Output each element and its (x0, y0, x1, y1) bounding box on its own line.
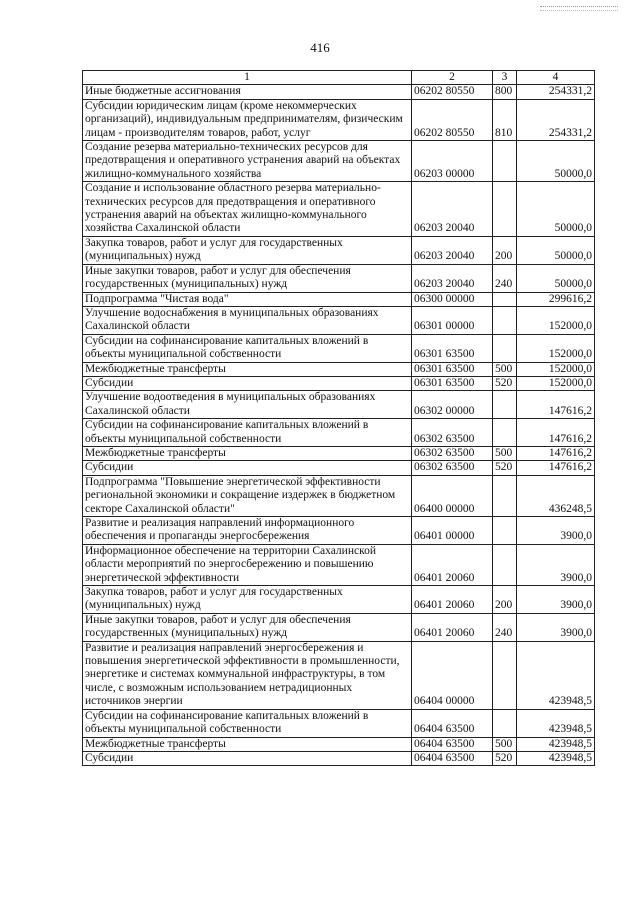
cell-expense-type (493, 306, 517, 334)
table-row (83, 517, 595, 545)
cell-name: Субсидии юридическим лицам (кроме некоммерческих организаций), индивидуальным предпринимателям, физическим лицам - производителям товаров, работ, услуг (83, 99, 412, 140)
cell-expense-type (493, 517, 517, 545)
cell-amount: 152000,0 (517, 362, 595, 376)
cell-name: Субсидии (83, 751, 412, 765)
cell-code: 06404 00000 (412, 641, 493, 709)
cell-code: 06202 80550 (412, 85, 493, 99)
table-row (83, 236, 595, 264)
cell-amount: 147616,2 (517, 446, 595, 460)
cell-expense-type (493, 141, 517, 182)
cell-expense-type: 800 (493, 85, 517, 99)
header-cell-sum: 4 (517, 71, 595, 85)
cell-name: Подпрограмма "Чистая вода" (83, 292, 412, 306)
table-body (83, 85, 595, 766)
cell-name: Субсидии на софинансирование капитальных вложений в объекты муниципальной собственности (83, 709, 412, 737)
page-number: 416 (310, 40, 330, 55)
cell-amount: 3900,0 (517, 613, 595, 641)
table-row (83, 709, 595, 737)
cell-expense-type (493, 475, 517, 516)
cell-amount: 3900,0 (517, 586, 595, 614)
table-row (83, 391, 595, 419)
cell-name: Иные бюджетные ассигнования (83, 85, 412, 99)
cell-name: Субсидии на софинансирование капитальных вложений в объекты муниципальной собственности (83, 334, 412, 362)
header-cell-code: 2 (412, 71, 493, 85)
cell-expense-type (493, 544, 517, 585)
cell-amount: 254331,2 (517, 99, 595, 140)
cell-code: 06301 63500 (412, 362, 493, 376)
cell-code: 06301 63500 (412, 376, 493, 390)
cell-amount: 50000,0 (517, 236, 595, 264)
cell-code: 06302 63500 (412, 419, 493, 447)
cell-name: Иные закупки товаров, работ и услуг для обеспечения государственных (муниципальных) нужд (83, 613, 412, 641)
cell-expense-type: 200 (493, 236, 517, 264)
cell-expense-type: 520 (493, 461, 517, 475)
cell-code: 06302 63500 (412, 446, 493, 460)
cell-name: Межбюджетные трансферты (83, 446, 412, 460)
cell-name: Субсидии на софинансирование капитальных вложений в объекты муниципальной собственности (83, 419, 412, 447)
table-row (83, 613, 595, 641)
cell-expense-type (493, 334, 517, 362)
cell-code: 06404 63500 (412, 709, 493, 737)
cell-amount: 152000,0 (517, 334, 595, 362)
cell-amount: 423948,5 (517, 641, 595, 709)
cell-expense-type: 500 (493, 362, 517, 376)
cell-expense-type: 500 (493, 737, 517, 751)
cell-name: Развитие и реализация направлений энергосбережения и повышения энергетической эффективности в промышленности, энергетике и системах коммунальной инфраструктуры, в том числе, с возможным использованием нетрадиционных источников энергии (83, 641, 412, 709)
table-row (83, 99, 595, 140)
header-cell-vr: 3 (493, 71, 517, 85)
cell-amount: 436248,5 (517, 475, 595, 516)
cell-code: 06401 20060 (412, 613, 493, 641)
cell-expense-type (493, 292, 517, 306)
cell-name: Иные закупки товаров, работ и услуг для обеспечения государственных (муниципальных) нужд (83, 264, 412, 292)
cell-amount: 147616,2 (517, 419, 595, 447)
table-row (83, 641, 595, 709)
cell-amount: 299616,2 (517, 292, 595, 306)
cell-code: 06203 20040 (412, 182, 493, 237)
cell-code: 06400 00000 (412, 475, 493, 516)
cell-amount: 152000,0 (517, 306, 595, 334)
cell-code: 06302 63500 (412, 461, 493, 475)
cell-expense-type: 500 (493, 446, 517, 460)
scan-artifact (540, 6, 618, 11)
table-row (83, 737, 595, 751)
table-row (83, 264, 595, 292)
cell-expense-type (493, 641, 517, 709)
cell-name: Создание и использование областного резерва материально-технических ресурсов для предотвращения и оперативного устранения аварий на объектах жилищно-коммунального хозяйства Сахалинской области (83, 182, 412, 237)
table-row (83, 182, 595, 237)
cell-name: Субсидии (83, 461, 412, 475)
cell-code: 06203 00000 (412, 141, 493, 182)
cell-amount: 50000,0 (517, 141, 595, 182)
cell-amount: 147616,2 (517, 391, 595, 419)
cell-amount: 152000,0 (517, 376, 595, 390)
table-row (83, 461, 595, 475)
table-row (83, 376, 595, 390)
cell-expense-type (493, 391, 517, 419)
cell-expense-type (493, 709, 517, 737)
cell-expense-type: 240 (493, 264, 517, 292)
cell-name: Информационное обеспечение на территории Сахалинской области мероприятий по энергосбережению и повышению энергетической эффективности (83, 544, 412, 585)
cell-amount: 423948,5 (517, 709, 595, 737)
cell-name: Закупка товаров, работ и услуг для государственных (муниципальных) нужд (83, 236, 412, 264)
cell-code: 06401 20060 (412, 586, 493, 614)
cell-code: 06401 20060 (412, 544, 493, 585)
table-row (83, 419, 595, 447)
table-row (83, 544, 595, 585)
cell-name: Улучшение водоснабжения в муниципальных образованиях Сахалинской области (83, 306, 412, 334)
cell-name: Межбюджетные трансферты (83, 737, 412, 751)
table-row (83, 334, 595, 362)
cell-code: 06302 00000 (412, 391, 493, 419)
cell-expense-type: 520 (493, 751, 517, 765)
cell-code: 06202 80550 (412, 99, 493, 140)
cell-name: Закупка товаров, работ и услуг для государственных (муниципальных) нужд (83, 586, 412, 614)
cell-expense-type: 240 (493, 613, 517, 641)
cell-expense-type: 200 (493, 586, 517, 614)
cell-name: Субсидии (83, 376, 412, 390)
cell-name: Создание резерва материально-технических ресурсов для предотвращения и оперативного устранения аварий на объектах жилищно-коммунального хозяйства (83, 141, 412, 182)
cell-name: Улучшение водоотведения в муниципальных образованиях Сахалинской области (83, 391, 412, 419)
budget-table (82, 70, 595, 766)
table-row (83, 362, 595, 376)
cell-expense-type (493, 182, 517, 237)
cell-amount: 423948,5 (517, 737, 595, 751)
table-row (83, 141, 595, 182)
cell-code: 06203 20040 (412, 236, 493, 264)
cell-amount: 3900,0 (517, 517, 595, 545)
cell-name: Подпрограмма "Повышение энергетической эффективности региональной экономики и сокращение издержек в бюджетном секторе Сахалинской области" (83, 475, 412, 516)
table-row (83, 306, 595, 334)
cell-amount: 3900,0 (517, 544, 595, 585)
cell-expense-type (493, 419, 517, 447)
cell-expense-type: 520 (493, 376, 517, 390)
cell-expense-type: 810 (493, 99, 517, 140)
cell-code: 06301 00000 (412, 306, 493, 334)
table-row (83, 475, 595, 516)
cell-amount: 254331,2 (517, 85, 595, 99)
table-row (83, 446, 595, 460)
table-row (83, 751, 595, 765)
cell-code: 06301 63500 (412, 334, 493, 362)
cell-amount: 50000,0 (517, 182, 595, 237)
cell-code: 06401 00000 (412, 517, 493, 545)
cell-name: Межбюджетные трансферты (83, 362, 412, 376)
cell-code: 06404 63500 (412, 737, 493, 751)
header-row (83, 71, 595, 85)
table-row (83, 292, 595, 306)
cell-code: 06404 63500 (412, 751, 493, 765)
table-row (83, 85, 595, 99)
cell-code: 06300 00000 (412, 292, 493, 306)
cell-amount: 423948,5 (517, 751, 595, 765)
table-row (83, 586, 595, 614)
cell-amount: 50000,0 (517, 264, 595, 292)
cell-name: Развитие и реализация направлений информационного обеспечения и пропаганды энергосбережения (83, 517, 412, 545)
cell-code: 06203 20040 (412, 264, 493, 292)
header-cell-name: 1 (83, 71, 412, 85)
cell-amount: 147616,2 (517, 461, 595, 475)
